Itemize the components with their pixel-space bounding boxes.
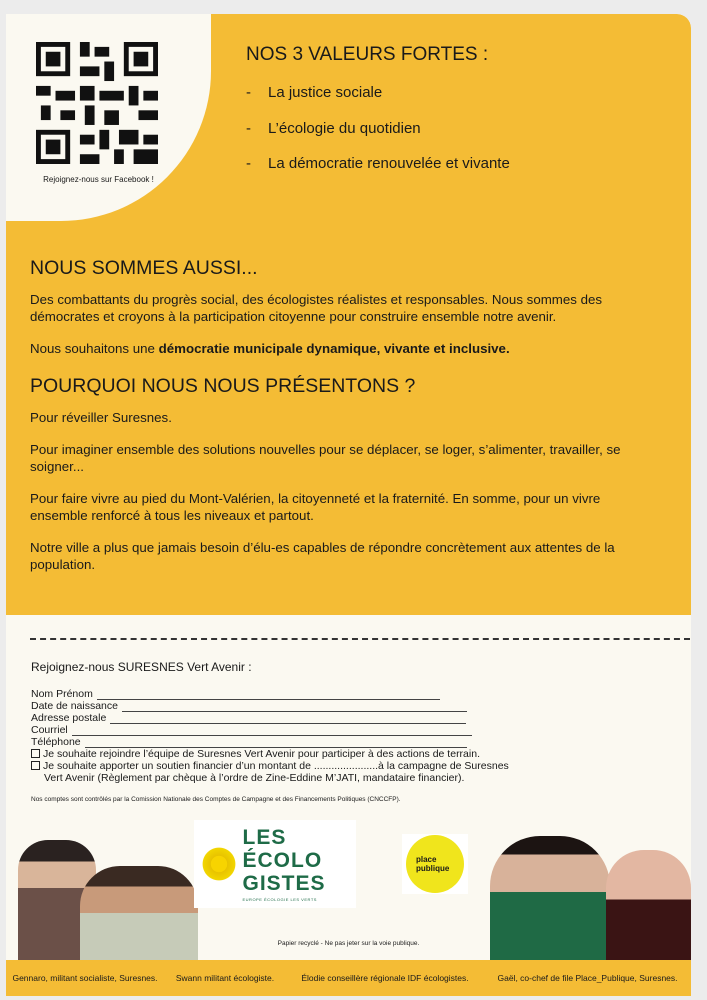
checkbox-row-terrain[interactable] [31,748,651,760]
pourquoi-paragraph: Pour faire vivre au pied du Mont-Valérien, la citoyenneté et la fraternité. En somme, pour un vivre ensemble renforcé à tous les niveaux et partout. [30,491,601,523]
main-text [30,256,660,589]
field-label: Courriel [31,724,68,736]
field-label: Nom Prénom [31,688,93,700]
recycle-note: Papier recyclé - Ne pas jeter sur la voie publique. [277,940,420,947]
field-email[interactable] [31,724,651,736]
pourquoi-paragraph: Pour imaginer ensemble des solutions nouvelles pour se déplacer, se loger, s’alimenter, travailler, se soigner... [30,442,621,474]
pourquoi-paragraph: Pour réveiller Suresnes. [30,409,172,425]
field-label: Adresse postale [31,712,107,724]
field-line[interactable] [122,704,467,712]
pourquoi-heading: POURQUOI NOUS NOUS PRÉSENTONS ? [30,374,416,397]
aussi-heading: NOUS SOMMES AUSSI... [30,257,258,279]
p2-bold: démocratie municipale dynamique, vivante et inclusive. [158,341,510,356]
pourquoi-paragraph: Notre ville a plus que jamais besoin d’élu-es capables de répondre concrètement aux attentes de la population. [30,540,615,572]
checkbox-row-donation[interactable] [31,760,651,772]
logo-text-block [243,826,351,902]
field-label: Téléphone [31,736,81,748]
aussi-paragraph: Des combattants du progrès social, des écologistes réalistes et responsables. Nous sommes des démocrates et croyons à la participation citoyenne pour construire ensemble notre avenir. [30,292,603,324]
values-list [246,84,666,191]
checkbox[interactable] [31,761,40,770]
field-label: Date de naissance [31,700,118,712]
logo-text: place publique [406,835,464,893]
value-item: - L’écologie du quotidien [246,119,421,137]
field-address[interactable] [31,712,651,724]
qr-caption: Rejoignez-nous sur Facebook ! [43,175,154,184]
field-phone[interactable] [31,736,651,748]
value-text: L’écologie du quotidien [268,119,421,137]
sunflower-icon [200,845,238,883]
field-line[interactable] [85,740,467,748]
aussi-paragraph-2 [30,341,660,358]
field-birthdate[interactable] [31,700,651,712]
photo-swann [80,866,198,960]
caption: Gaël, co-chef de file Place_Publique, Suresnes. [497,973,678,983]
qr-code-icon[interactable] [36,42,158,164]
checkbox-label-cont: Vert Avenir (Règlement par chèque à l’ordre de Zine-Eddine M’JATI, mandataire financier). [44,772,465,784]
caption-band [6,960,691,996]
field-line[interactable] [97,692,440,700]
field-line[interactable] [110,716,466,724]
logo-text: LES ÉCOLO GISTES [242,826,326,895]
caption: Swann militant écologiste. [175,973,275,983]
p2-prefix: Nous souhaitons une [30,341,159,356]
value-item: - La justice sociale [246,84,383,101]
value-item: - La démocratie renouvelée et vivante [246,155,510,172]
cut-line [30,638,690,640]
logo-ecologistes [194,820,356,908]
field-line[interactable] [72,728,472,736]
legal-note: Nos comptes sont contrôlés par la Comission Nationale des Comptes de Campagne et des Financements Politiques (CNCCFP). [31,796,401,803]
caption: Élodie conseillère régionale IDF écologistes. [301,973,469,983]
logo-subtext: EUROPE ÉCOLOGIE LES VERTS [242,897,317,902]
field-name[interactable] [31,688,651,700]
photo-gael [606,850,691,960]
membership-form [31,660,651,804]
qr-section [6,14,211,221]
checkbox-label: Je souhaite apporter un soutien financier d’un montant de ......................à la campagne de Suresnes [43,760,509,772]
checkbox-label: Je souhaite rejoindre l’équipe de Suresnes Vert Avenir pour participer à des actions de terrain. [43,748,480,760]
caption: Gennaro, militant socialiste, Suresnes. [12,973,158,983]
values-heading: NOS 3 VALEURS FORTES : [246,44,489,65]
photo-elodie [490,836,610,960]
logo-place-publique [402,834,468,894]
checkbox[interactable] [31,749,40,758]
value-text: La démocratie renouvelée et vivante [268,155,510,172]
flyer-page [6,14,691,996]
yellow-panel [6,14,691,615]
value-text: La justice sociale [268,84,383,101]
form-title: Rejoignez-nous SURESNES Vert Avenir : [31,660,252,674]
